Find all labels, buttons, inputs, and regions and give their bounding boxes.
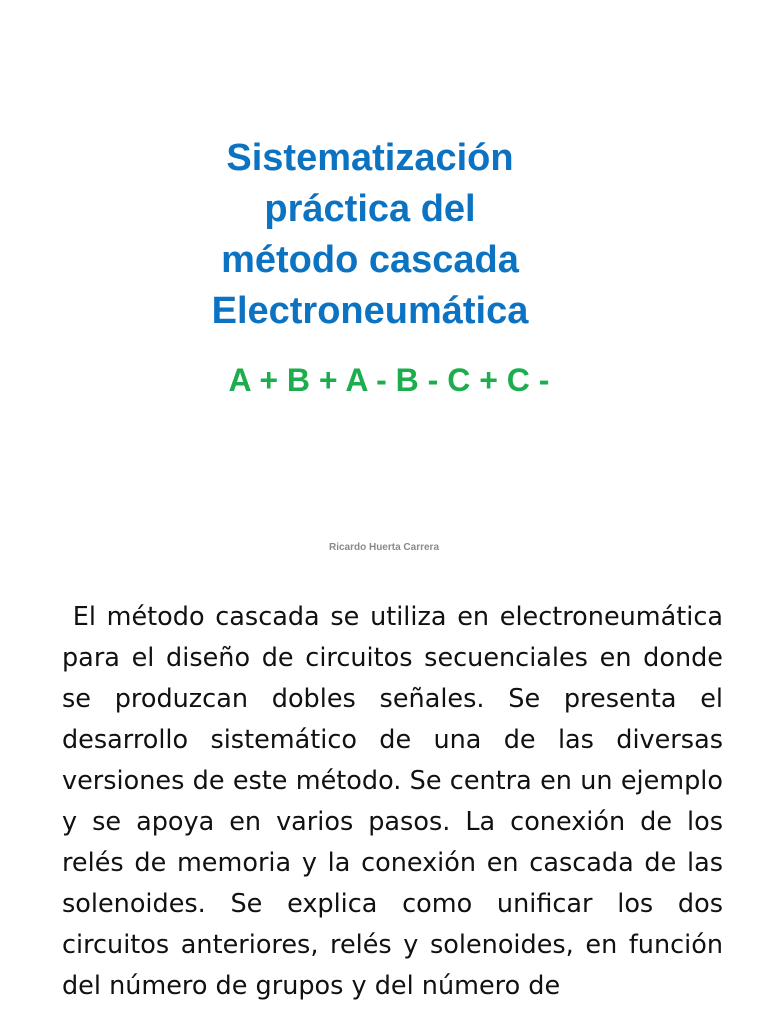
title-line: Sistematización — [226, 137, 514, 179]
title-line: práctica del — [264, 188, 476, 230]
author-name: Ricardo Huerta Carrera — [328, 542, 440, 553]
title-line: método cascada — [221, 239, 519, 281]
title-line: Electroneumática — [211, 290, 529, 332]
sequence-formula: A + B + A - B - C + C - — [228, 362, 550, 398]
document-title — [0, 133, 740, 337]
body-paragraph: El método cascada se utiliza en electroneumática para el diseño de circuitos secuenciales en donde se produzcan dobles señales. Se presenta el desarrollo sistemático de una de las diversas versiones de este método. Se centra en un ejemplo y se apoya en varios pasos. La conexión de los relés de memoria y la conexión en cascada de las solenoides. Se explica como unificar los dos circuitos anteriores, relés y solenoides, en función del número de grupos y del número de — [62, 602, 732, 1001]
